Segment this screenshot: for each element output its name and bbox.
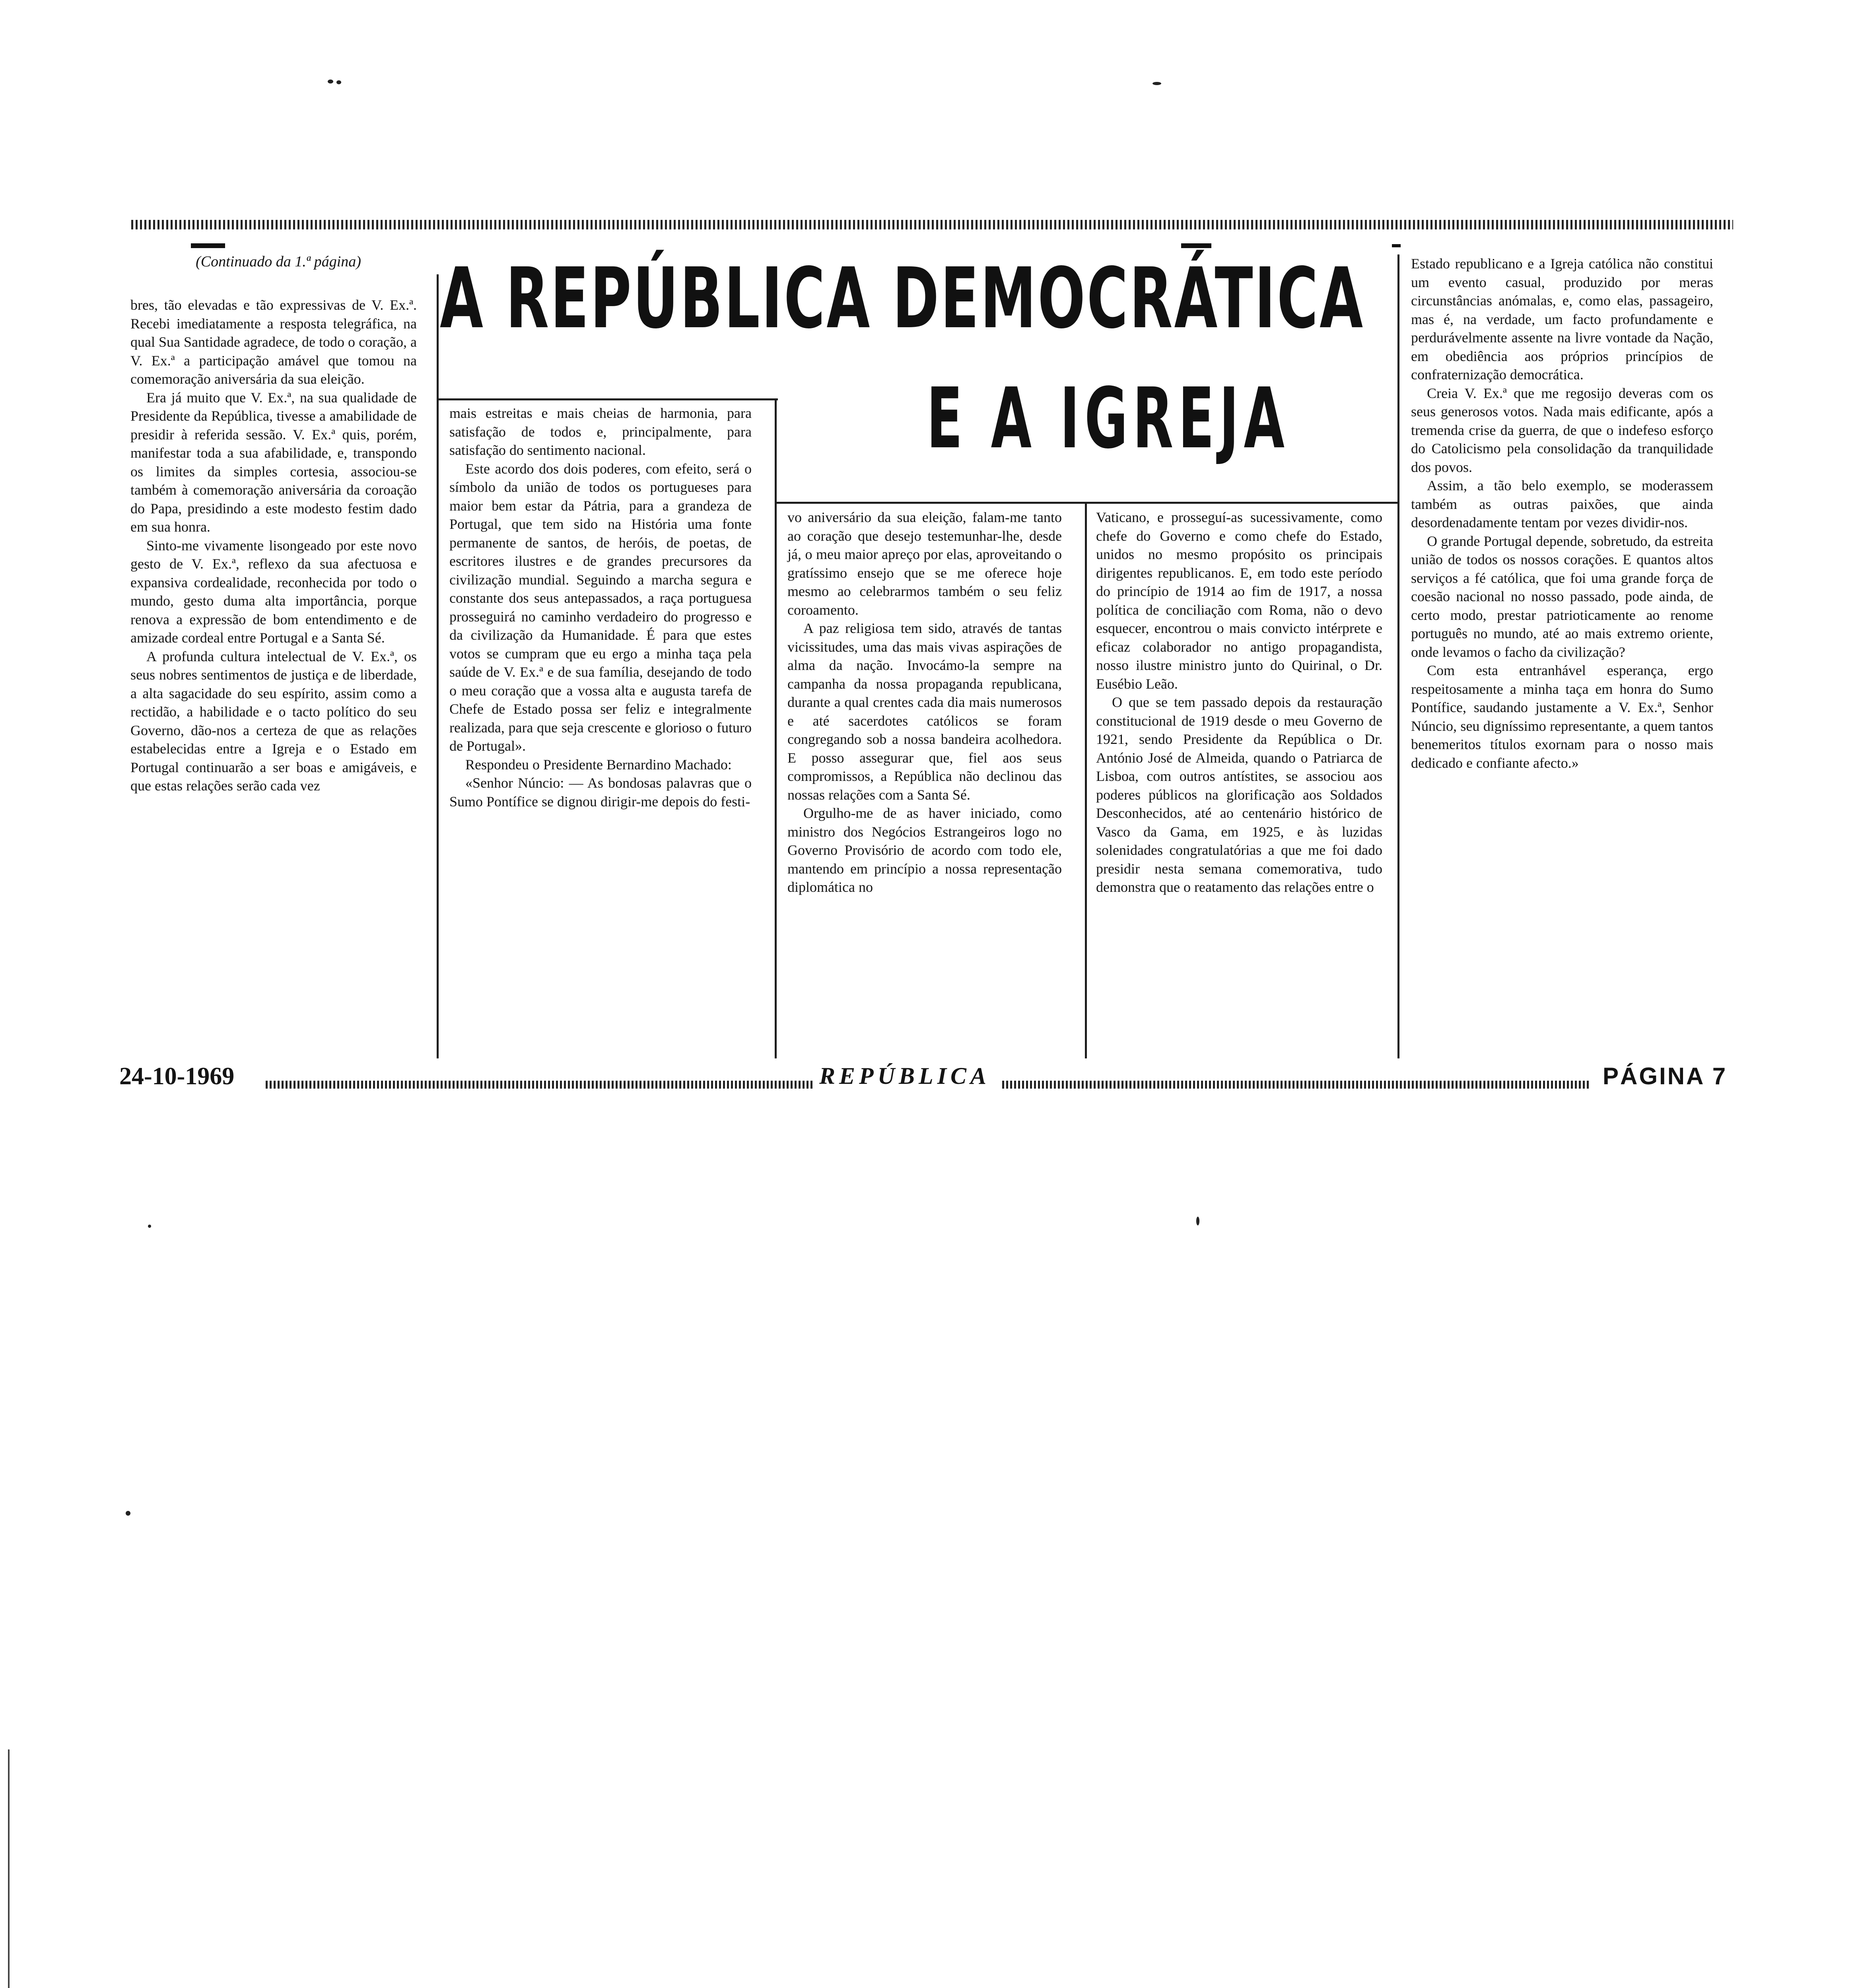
paragraph: vo aniversário da sua eleição, falam-me tanto ao coração que desejo testemunhar-lhe, desde já, o meu maior apreço por elas, aproveitando o gratíssimo ensejo que se me oferece hoje mesmo ao celebrarmos também o seu feliz coroamento.	[787, 509, 1062, 618]
paragraph: Assim, a tão belo exemplo, se moderassem também as outras paixões, que ainda desordenadamente tentam por vezes dividir-nos.	[1411, 478, 1713, 530]
headline-line-1: A REPÚBLICA DEMOCRÁTICA	[440, 250, 1365, 347]
paragraph: mais estreitas e mais cheias de harmonia, para satisfação de todos e, principalmente, para satisfação do sentimento nacional.	[449, 405, 752, 458]
scan-speck	[148, 1225, 151, 1228]
footer-rule-right	[1002, 1081, 1591, 1089]
paragraph: Este acordo dos dois poderes, com efeito, será o símbolo da união de todos os portugueses para maior bem estar da Pátria, para a grandeza de Portugal, que tem sido na História uma fonte permanente de santos, de heróis, de poetas, de escritores ilustres e de grandes precursores da civilização mundial. Seguindo a marcha segura e constante dos seus antepassados, a raça portuguesa prosseguirá no caminho verdadeiro do progresso e da civilização da Humanidade. É para que estes votos se cumpram que eu ergo a minha taça pela saúde de V. Ex.ª e de sua família, desejando de todo o meu coração que a vossa alta e augusta tarefa de Chefe de Estado possa ser feliz e integralmente realizada, para que seja crescente e glorioso o futuro de Portugal».	[449, 460, 752, 754]
scan-speck	[336, 80, 341, 84]
paragraph: Sinto-me vivamente lisongeado por este novo gesto de V. Ex.ª, reflexo da sua afectuosa e expansiva cordealidade, reconhecida por todo o mundo, gesto duma alta importância, porque renova a expressão de bom entendimento e de amizade cordeal entre Portugal e a Santa Sé.	[130, 537, 417, 646]
column-rule	[1085, 502, 1087, 1058]
article-column-2	[449, 404, 752, 811]
column-rule	[1397, 254, 1399, 1058]
paragraph: «Senhor Núncio: — As bondosas palavras que o Sumo Pontífice se dignou dirigir-me depois do festi-	[449, 775, 752, 810]
scan-speck	[126, 1511, 130, 1516]
article-column-4	[1096, 508, 1382, 897]
scan-speck	[1153, 82, 1161, 85]
top-right-dash	[1181, 243, 1211, 248]
scan-speck	[1196, 1217, 1199, 1225]
column-rule	[437, 274, 439, 1058]
paragraph: A profunda cultura intelectual de V. Ex.ª, os seus nobres sentimentos de justiça e de liberdade, a alta sagacidade do seu espírito, assim como a rectidão, a habilidade e o tacto político do seu Governo, dão-nos a certeza de que as relações estabelecidas entre a Igreja e o Estado em Portugal continuarão a ser boas e amigáveis, e que estas relações serão cada vez	[130, 648, 417, 794]
scan-speck	[328, 80, 333, 83]
footer-rule-left	[266, 1081, 814, 1089]
paragraph: Vaticano, e prosseguí-as sucessivamente, como chefe do Governo e como chefe do Estado, unidos no mesmo propósito os principais dirigentes republicanos. E, em todo este período do princípio de 1914 ao fim de 1917, a nossa política de conciliação com Roma, não o devo esquecer, encontrou o mais convicto intérprete e eficaz colaborador no antigo propagandista, nosso ilustre ministro junto do Quirinal, o Dr. Eusébio Leão.	[1096, 509, 1382, 692]
paragraph: Respondeu o Presidente Bernardino Machado:	[465, 756, 732, 773]
column-rule	[775, 398, 777, 1058]
scan-edge-line	[8, 1749, 10, 1988]
article-column-1	[130, 296, 417, 795]
paragraph: A paz religiosa tem sido, através de tantas vicissitudes, uma das mais vivas aspirações de alma da nação. Invocámo-la sempre na campanha da nossa propaganda republicana, durante a qual crentes cada dia mais numerosos e até sacerdotes católicos se foram congregando sob a nossa bandeira acolhedora. E posso assegurar que, fiel aos seus compromissos, a República não declinou das nossas relações com a Santa Sé.	[787, 620, 1062, 803]
paragraph: Orgulho-me de as haver iniciado, como ministro dos Negócios Estrangeiros logo no Governo Provisório de acordo com todo ele, mantendo em princípio a nossa representação diplomática no	[787, 805, 1062, 895]
headline-line-2: E A IGREJA	[927, 370, 1290, 467]
top-border-rule	[131, 220, 1733, 229]
paragraph: Com esta entranhável esperança, ergo respeitosamente a minha taça em honra do Sumo Pontífice, saudando justamente a V. Ex.ª, Senhor Núncio, seu digníssimo representante, a quem tantos benemeritos títulos exornam para o nosso mais dedicado e confiante afecto.»	[1411, 662, 1713, 771]
continuation-note: (Continuado da 1.ª página)	[196, 253, 361, 270]
footer-date: 24-10-1969	[119, 1063, 235, 1090]
article-column-5	[1411, 254, 1713, 772]
footer-newspaper-name: REPÚBLICA	[819, 1063, 991, 1089]
headline-under-rule	[437, 398, 778, 400]
footer-page-number: PÁGINA 7	[1603, 1063, 1728, 1089]
top-left-dash	[191, 243, 225, 248]
paragraph: O que se tem passado depois da restauração constitucional de 1919 desde o meu Governo de 1921, sendo Presidente da República o Dr. António José de Almeida, quando o Patriarca de Lisboa, com outros antístites, se associou aos poderes públicos na glorificação aos Soldados Desconhecidos, até ao centenário histórico de Vasco da Gama, em 1925, e às luzidas solenidades congratulatórias a que me foi dado presidir nesta semana comemorativa, tudo demonstra que o reatamento das relações entre o	[1096, 694, 1382, 895]
paragraph: Creia V. Ex.ª que me regosijo deveras com os seus generosos votos. Nada mais edificante, após a tremenda crise da guerra, de que o indefeso esforço do Catolicismo pela consolidação da tranquilidade dos povos.	[1411, 385, 1713, 475]
paragraph: bres, tão elevadas e tão expressivas de V. Ex.ª. Recebi imediatamente a resposta telegráfica, na qual Sua Santidade agradece, de todo o coração, a V. Ex.ª a participação amável que tomou na comemoração aniversária da sua eleição.	[130, 297, 417, 387]
paragraph: Estado republicano e a Igreja católica não constitui um evento casual, produzido por meras circunstâncias anómalas, e, como elas, passageiro, mas é, na verdade, um facto profundamente e perdurávelmente assente na livre vontade da Nação, em obediência aos próprios princípios de confraternização democrática.	[1411, 256, 1713, 382]
paragraph: O grande Portugal depende, sobretudo, da estreita união de todos os nossos corações. E quantos altos serviços a fé católica, que foi uma grande força de coesão nacional no nosso passado, pode ainda, de certo modo, prestar patrioticamente ao renome português no mundo, até ao mais extremo oriente, onde levamos o facho da civilização?	[1411, 533, 1713, 660]
paragraph: Era já muito que V. Ex.ª, na sua qualidade de Presidente da República, tivesse a amabilidade de presidir à referida sessão. V. Ex.ª quis, porém, manifestar toda a sua afabilidade, e, transpondo os limites da simples cortesia, associou-se também à comemoração aniversária da coroação do Papa, presidindo a este modesto festim dado em sua honra.	[130, 389, 417, 535]
top-right-dash-small	[1392, 244, 1401, 247]
article-column-3	[787, 508, 1062, 897]
